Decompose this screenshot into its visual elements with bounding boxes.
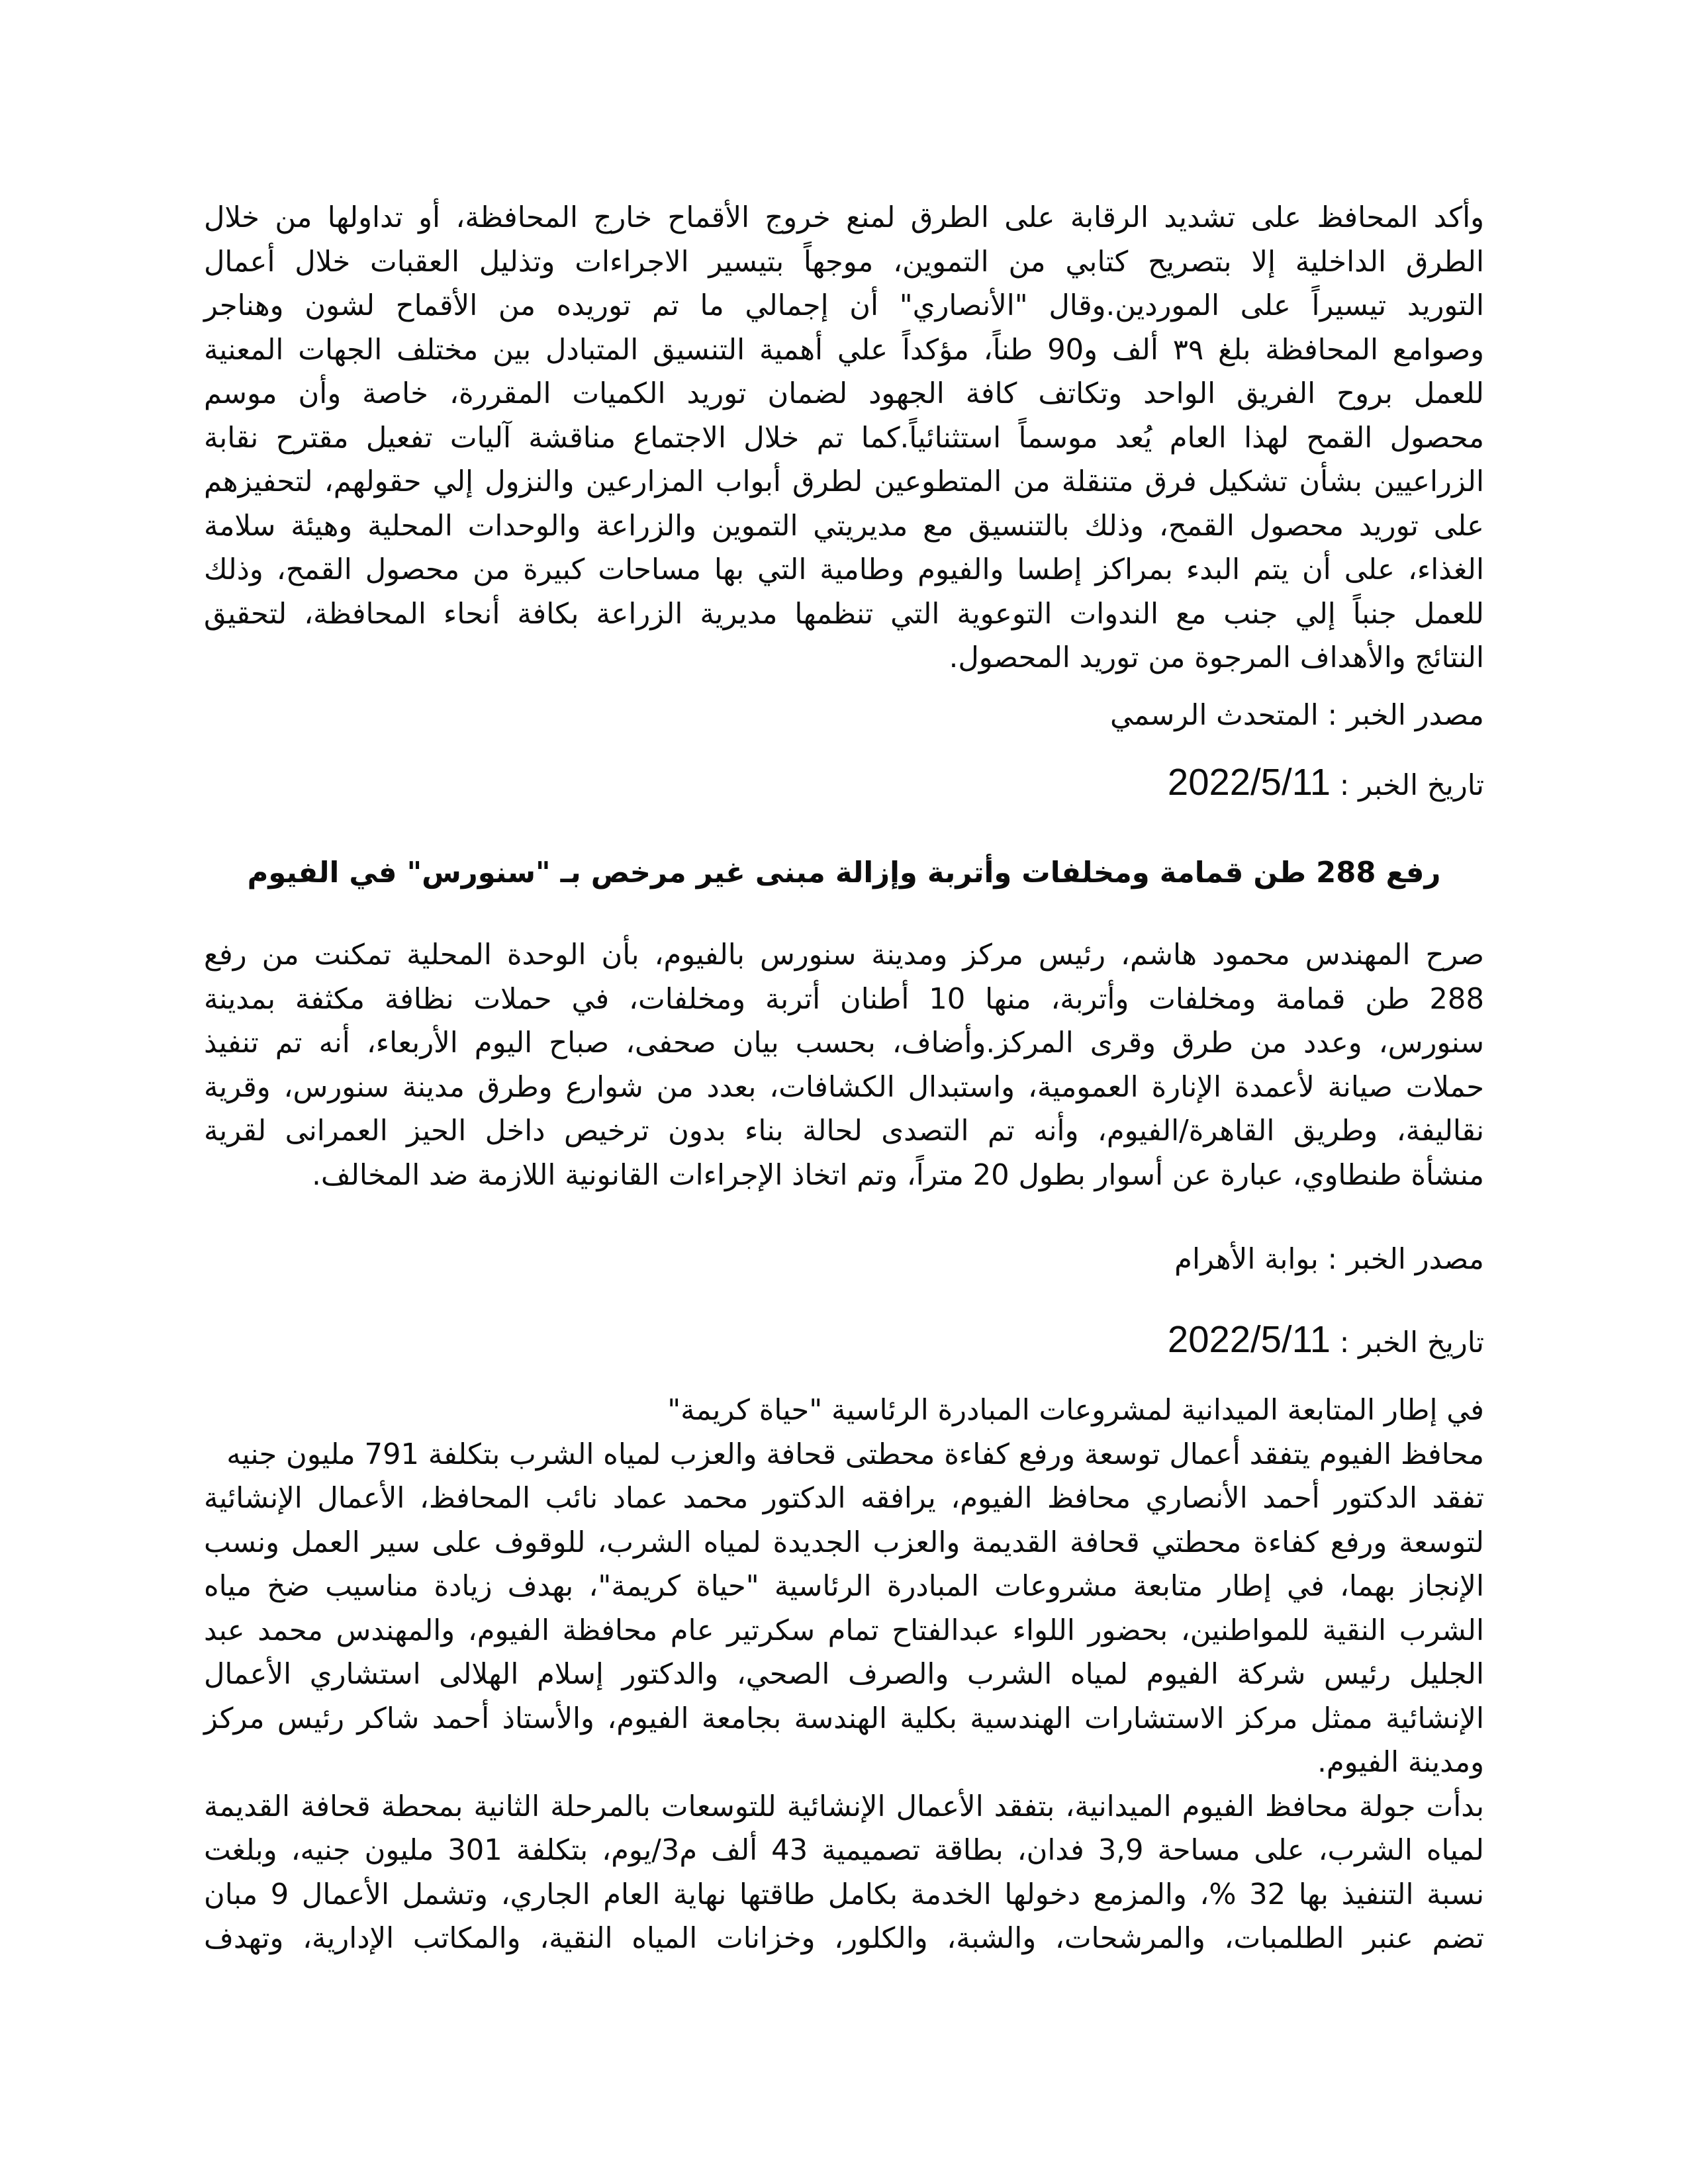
- paragraph-line: الإنجاز بهما، في إطار متابعة مشروعات المبادرة الرئاسية "حياة كريمة"، بهدف زيادة مناسيب ضخ مياه: [204, 1570, 1484, 1603]
- paragraph-line: للعمل جنباً إلي جنب مع الندوات التوعوية التي تنظمها مديرية الزراعة بكافة أنحاء المحافظة، لتحقيق: [204, 597, 1484, 631]
- paragraph-line: وأكد المحافظ على تشديد الرقابة على الطرق لمنع خروج الأقماح خارج المحافظة، أو تداولها من خلال: [204, 201, 1484, 234]
- paragraph-line: الزراعيين بشأن تشكيل فرق متنقلة من المتطوعين لطرق أبواب المزارعين والنزول إلي حقولهم، لتحفيزهم: [204, 465, 1484, 498]
- news-date-label: تاريخ الخبر :: [1339, 769, 1484, 802]
- news-source-value: بوابة الأهرام: [1174, 1243, 1319, 1276]
- paragraph-line: محصول القمح لهذا العام يُعد موسماً استثنائياً.كما تم خلال الاجتماع مناقشة آليات تفعيل مقترح نقابة: [204, 421, 1484, 455]
- news-source-label: مصدر الخبر :: [1327, 1243, 1484, 1276]
- paragraph-line: بدأت جولة محافظ الفيوم الميدانية، بتفقد الأعمال الإنشائية للتوسعات بالمرحلة الثانية بمحطة قحافة القديمة: [204, 1790, 1484, 1823]
- news-source-value: المتحدث الرسمي: [1109, 698, 1319, 732]
- paragraph-line: للعمل بروح الفريق الواحد وتكاتف كافة الجهود لضمان توريد الكميات المقررة، خاصة وأن موسم: [204, 377, 1484, 410]
- news-date-value: 2022/5/11: [1167, 761, 1331, 803]
- paragraph-line: تفقد الدكتور أحمد الأنصاري محافظ الفيوم، يرافقه الدكتور محمد عماد نائب المحافظ، الأعمال الإنشائية: [204, 1482, 1484, 1515]
- paragraph-line: وصوامع المحافظة بلغ ٣٩ ألف و90 طناً، مؤكداً علي أهمية التنسيق المتبادل بين مختلف الجهات المعنية: [204, 333, 1484, 367]
- paragraph-line: نقاليفة، وطريق القاهرة/الفيوم، وأنه تم التصدى لحالة بناء بدون ترخيص داخل الحيز العمرانى لقرية: [204, 1115, 1484, 1148]
- article-paragraph: [204, 196, 1484, 680]
- news-date-label: تاريخ الخبر :: [1339, 1326, 1484, 1359]
- article-paragraph: [204, 1785, 1484, 1961]
- article-paragraph: [204, 1388, 1484, 1785]
- news-date: [204, 760, 1484, 805]
- article-subheadline: محافظ الفيوم يتفقد أعمال توسعة ورفع كفاءة محطتى قحافة والعزب لمياه الشرب بتكلفة 791 مليون جنيه: [226, 1437, 1484, 1471]
- paragraph-line: التوريد تيسيراً على الموردين.وقال "الأنصاري" أن إجمالي ما تم توريده من الأقماح لشون وهناجر: [204, 289, 1484, 322]
- paragraph-line: ومدينة الفيوم.: [1317, 1746, 1484, 1779]
- paragraph-line: الجليل رئيس شركة الفيوم لمياه الشرب والصرف الصحي، والدكتور إسلام الهلالى استشاري الأعمال: [204, 1658, 1484, 1691]
- news-date: [204, 1318, 1484, 1362]
- paragraph-line: على توريد محصول القمح، وذلك بالتنسيق مع مديريتي التموين والزراعة والوحدات المحلية وهيئة سلامة: [204, 509, 1484, 543]
- news-date-value: 2022/5/11: [1167, 1318, 1331, 1360]
- news-source: [204, 694, 1484, 738]
- paragraph-line: الشرب النقية للمواطنين، بحضور اللواء عبدالفتاح تمام سكرتير عام محافظة الفيوم، والمهندس محمد عبد: [204, 1614, 1484, 1647]
- paragraph-line: منشأة طنطاوي، عبارة عن أسوار بطول 20 متراً، وتم اتخاذ الإجراءات القانونية اللازمة ضد المخالف.: [312, 1158, 1484, 1192]
- paragraph-line: الطرق الداخلية إلا بتصريح كتابي من التموين، موجهاً بتيسير الاجراءات وتذليل العقبات خلال أعمال: [204, 245, 1484, 279]
- paragraph-line: تضم عنبر الطلمبات، والمرشحات، والشبة، والكلور، وخزانات المياه النقية، والمكاتب الإدارية، وتهدف: [204, 1922, 1484, 1955]
- article-kicker: في إطار المتابعة الميدانية لمشروعات المبادرة الرئاسية "حياة كريمة": [667, 1394, 1484, 1427]
- paragraph-line: لتوسعة ورفع كفاءة محطتي قحافة القديمة والعزب الجديدة لمياه الشرب، للوقوف على سير العمل ونسب: [204, 1525, 1484, 1559]
- paragraph-line: صرح المهندس محمود هاشم، رئيس مركز ومدينة سنورس بالفيوم، بأن الوحدة المحلية تمكنت من رفع: [204, 938, 1484, 972]
- paragraph-line: لمياه الشرب، على مساحة 3,9 فدان، بطاقة تصميمية 43 ألف م3/يوم، بتكلفة 301 مليون جنيه، وبلغت: [204, 1834, 1484, 1867]
- news-source-label: مصدر الخبر :: [1327, 698, 1484, 732]
- article-paragraph: [204, 933, 1484, 1197]
- paragraph-line: 288 طن قمامة ومخلفات وأتربة، منها 10 أطنان أتربة ومخلفات، في حملات نظافة مكثفة بمدينة: [204, 982, 1484, 1016]
- news-source: [204, 1238, 1484, 1282]
- article-headline: رفع 288 طن قمامة ومخلفات وأتربة وإزالة مبنى غير مرخص بـ "سنورس" في الفيوم: [247, 856, 1441, 889]
- paragraph-line: سنورس، وعدد من طرق وقرى المركز.وأضاف، بحسب بيان صحفى، صباح اليوم الأربعاء، أنه تم تنفيذ: [204, 1026, 1484, 1060]
- paragraph-line: النتائج والأهداف المرجوة من توريد المحصول.: [949, 641, 1484, 674]
- paragraph-line: حملات صيانة لأعمدة الإنارة العمومية، واستبدال الكشافات، بعدد من شوارع وطرق مدينة سنورس، وقرية: [204, 1070, 1484, 1104]
- paragraph-line: الغذاء، على أن يتم البدء بمراكز إطسا والفيوم وطامية التي بها مساحات كبيرة من محصول القمح، وذلك: [204, 553, 1484, 586]
- paragraph-line: الإنشائية ممثل مركز الاستشارات الهندسية بكلية الهندسة بجامعة الفيوم، والأستاذ أحمد شاكر رئيس مركز: [204, 1702, 1484, 1735]
- paragraph-line: نسبة التنفيذ بها 32 %، والمزمع دخولها الخدمة بكامل طاقتها نهاية العام الجاري، وتشمل الأعمال 9 مبان: [204, 1878, 1484, 1911]
